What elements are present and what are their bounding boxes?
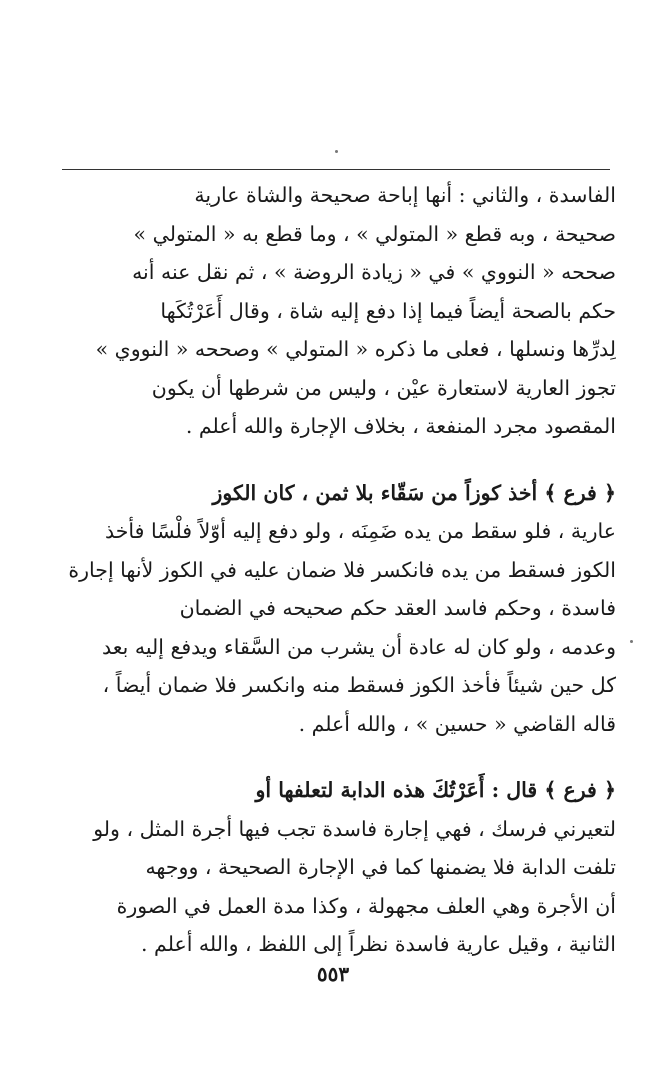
- text-line: ﴿ فرع ﴾ أخذ كوزاً من سَقّاء بلا ثمن ، كان الكوز: [212, 480, 616, 505]
- scan-speck: [630, 640, 633, 643]
- top-rule: [62, 169, 610, 170]
- page-text: [60, 176, 616, 964]
- text-line: الكوز فسقط من يده فانكسر فلا ضمان عليه في الكوز لأنها إجارة: [68, 557, 616, 582]
- text-line: تلفت الدابة فلا يضمنها كما في الإجارة الصحيحة ، ووجهه: [145, 855, 616, 879]
- text-line: لِدرِّها ونسلها ، فعلى ما ذكره « المتولي » وصححه « النووي »: [95, 337, 616, 361]
- text-line: حكم بالصحة أيضاً فيما إذا دفع إليه شاة ، وقال أَعَرْتُكَها: [160, 298, 616, 323]
- text-line: لتعيرني فرسك ، فهي إجارة فاسدة تجب فيها أجرة المثل ، ولو: [93, 816, 616, 841]
- text-line: كل حين شيئاً فأخذ الكوز فسقط منه وانكسر فلا ضمان أيضاً ،: [102, 673, 616, 697]
- text-line: صحيحة ، وبه قطع « المتولي » ، وما قطع به « المتولي »: [133, 221, 616, 246]
- text-line: المقصود مجرد المنفعة ، بخلاف الإجارة والله أعلم .: [185, 414, 616, 438]
- scan-speck: [335, 150, 338, 153]
- text-line: عارية ، فلو سقط من يده ضَمِنَه ، ولو دفع إليه أوّلاً فلْسًا فأخذ: [104, 519, 616, 543]
- text-line: قاله القاضي « حسين » ، والله أعلم .: [298, 711, 616, 736]
- text-line: الثانية ، وقيل عارية فاسدة نظراً إلى اللفظ ، والله أعلم .: [141, 932, 616, 956]
- paragraph-3: [60, 771, 616, 964]
- text-line: صححه « النووي » في « زيادة الروضة » ، ثم نقل عنه أنه: [132, 260, 616, 284]
- text-line: أن الأجرة وهي العلف مجهولة ، وكذا مدة العمل في الصورة: [116, 893, 616, 918]
- text-line: تجوز العارية لاستعارة عيْن ، وليس من شرطها أن يكون: [151, 375, 616, 400]
- paragraph-1: [60, 176, 616, 446]
- paragraph-2: [60, 474, 616, 744]
- text-line: ﴿ فرع ﴾ قال : أَعَرْتُكَ هذه الدابة لتعلفها أو: [255, 778, 616, 802]
- page-number: ٥٥٣: [316, 962, 350, 986]
- text-line: وعدمه ، ولو كان له عادة أن يشرب من السَّقاء ويدفع إليه بعد: [101, 634, 616, 659]
- text-line: الفاسدة ، والثاني : أنها إباحة صحيحة والشاة عارية: [194, 183, 616, 207]
- text-line: فاسدة ، وحكم فاسد العقد حكم صحيحه في الضمان: [179, 596, 616, 620]
